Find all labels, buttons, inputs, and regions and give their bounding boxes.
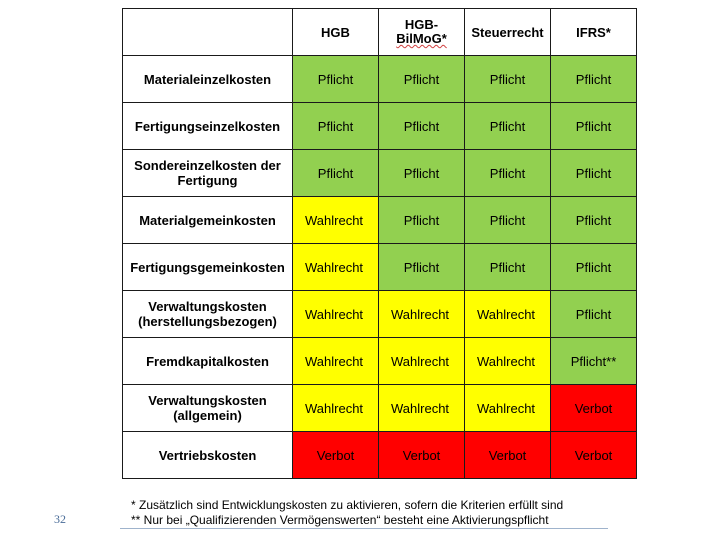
table-row bbox=[123, 103, 637, 150]
status-cell: Verbot bbox=[551, 385, 637, 432]
status-cell: Pflicht bbox=[551, 150, 637, 197]
status-cell: Pflicht bbox=[293, 103, 379, 150]
table-row bbox=[123, 291, 637, 338]
status-cell: Pflicht bbox=[551, 197, 637, 244]
status-cell: Wahlrecht bbox=[465, 385, 551, 432]
status-cell: Wahlrecht bbox=[293, 197, 379, 244]
col-hgb-bilmog-line1: HGB- bbox=[404, 17, 439, 32]
status-cell: Pflicht bbox=[551, 103, 637, 150]
status-cell: Wahlrecht bbox=[379, 338, 465, 385]
status-cell: Pflicht bbox=[465, 56, 551, 103]
status-cell: Pflicht bbox=[465, 103, 551, 150]
status-cell: Verbot bbox=[465, 432, 551, 479]
status-cell: Wahlrecht bbox=[293, 338, 379, 385]
status-cell: Wahlrecht bbox=[293, 385, 379, 432]
table-header-row bbox=[123, 9, 637, 56]
status-cell: Pflicht bbox=[551, 291, 637, 338]
col-hgb-bilmog-line2: BilMoG* bbox=[396, 31, 447, 46]
status-cell: Verbot bbox=[551, 432, 637, 479]
status-cell: Verbot bbox=[293, 432, 379, 479]
status-cell: Pflicht bbox=[465, 244, 551, 291]
col-hgb: HGB bbox=[293, 9, 379, 56]
status-cell: Pflicht** bbox=[551, 338, 637, 385]
status-cell: Pflicht bbox=[465, 150, 551, 197]
table-row bbox=[123, 150, 637, 197]
footnotes bbox=[131, 498, 563, 528]
row-label: Materialeinzelkosten bbox=[123, 56, 293, 103]
row-label: Verwaltungskosten (allgemein) bbox=[123, 385, 293, 432]
status-cell: Wahlrecht bbox=[465, 291, 551, 338]
status-cell: Pflicht bbox=[379, 197, 465, 244]
status-cell: Pflicht bbox=[293, 150, 379, 197]
page-number: 32 bbox=[54, 512, 66, 526]
row-label: Fertigungsgemeinkosten bbox=[123, 244, 293, 291]
status-cell: Pflicht bbox=[551, 244, 637, 291]
table-row bbox=[123, 244, 637, 291]
footnote-2: ** Nur bei „Qualifizierenden Vermögenswerten“ besteht eine Aktivierungspflicht bbox=[131, 513, 549, 527]
status-cell: Pflicht bbox=[379, 244, 465, 291]
footer-rule bbox=[120, 528, 608, 529]
col-ifrs: IFRS* bbox=[551, 9, 637, 56]
table-row bbox=[123, 56, 637, 103]
col-hgb-bilmog-label bbox=[396, 17, 447, 46]
status-cell: Pflicht bbox=[293, 56, 379, 103]
row-label: Materialgemeinkosten bbox=[123, 197, 293, 244]
status-cell: Pflicht bbox=[551, 56, 637, 103]
comparison-table bbox=[122, 8, 637, 479]
table-row bbox=[123, 338, 637, 385]
status-cell: Pflicht bbox=[379, 150, 465, 197]
col-steuerrecht: Steuerrecht bbox=[465, 9, 551, 56]
status-cell: Pflicht bbox=[379, 103, 465, 150]
row-label: Fertigungseinzelkosten bbox=[123, 103, 293, 150]
status-cell: Wahlrecht bbox=[465, 338, 551, 385]
table-row bbox=[123, 432, 637, 479]
footnote-1: * Zusätzlich sind Entwicklungskosten zu aktivieren, sofern die Kriterien erfüllt sind bbox=[131, 498, 564, 512]
status-cell: Wahlrecht bbox=[293, 244, 379, 291]
table-row bbox=[123, 197, 637, 244]
row-label: Verwaltungskosten (herstellungsbezogen) bbox=[123, 291, 293, 338]
status-cell: Wahlrecht bbox=[293, 291, 379, 338]
col-hgb-bilmog bbox=[379, 9, 465, 56]
status-cell: Verbot bbox=[379, 432, 465, 479]
status-cell: Wahlrecht bbox=[379, 291, 465, 338]
corner-cell bbox=[123, 9, 293, 56]
status-cell: Wahlrecht bbox=[379, 385, 465, 432]
row-label: Fremdkapitalkosten bbox=[123, 338, 293, 385]
table-row bbox=[123, 385, 637, 432]
status-cell: Pflicht bbox=[465, 197, 551, 244]
row-label: Vertriebskosten bbox=[123, 432, 293, 479]
table-body bbox=[123, 56, 637, 479]
row-label: Sondereinzelkosten der Fertigung bbox=[123, 150, 293, 197]
status-cell: Pflicht bbox=[379, 56, 465, 103]
